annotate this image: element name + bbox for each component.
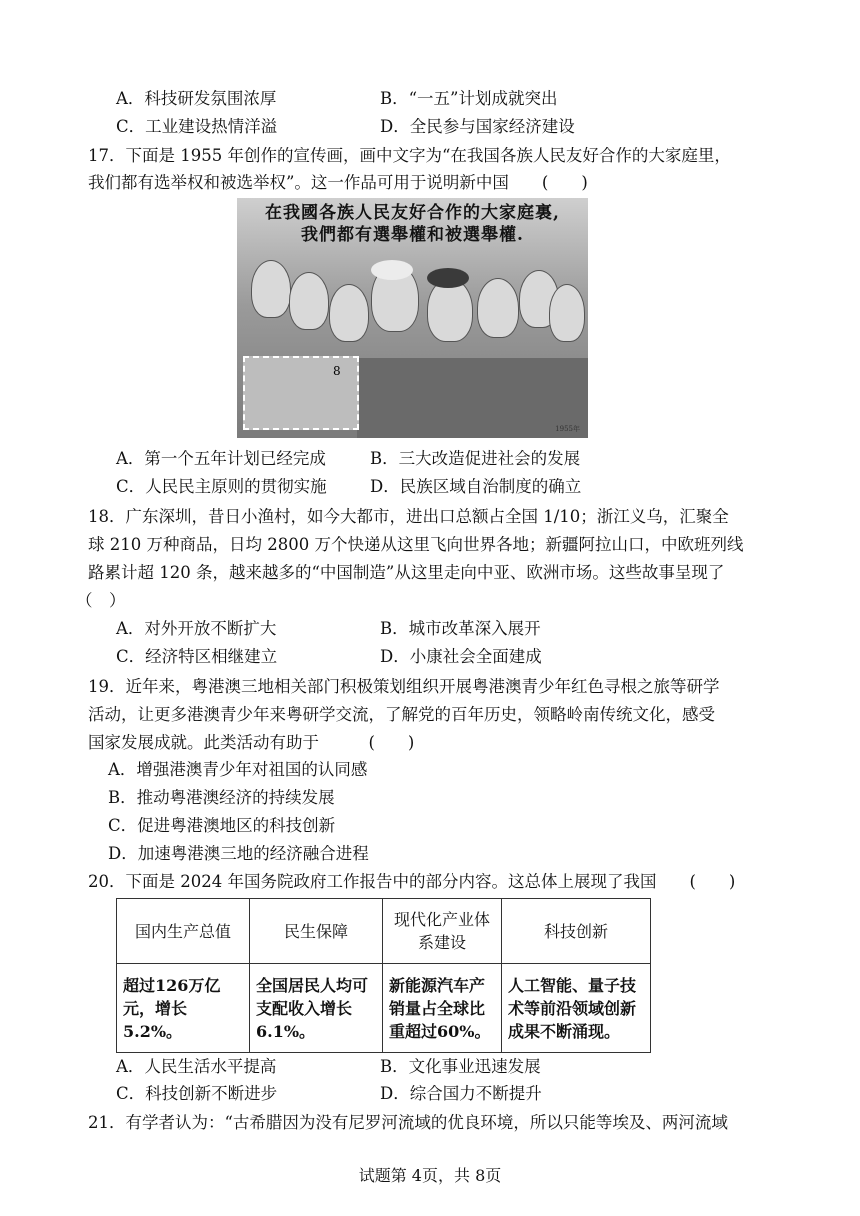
q17-stem-line2: 我们都有选举权和被选举权”。这一作品可用于说明新中国 ( ) — [88, 173, 588, 192]
poster-figure — [549, 284, 585, 342]
table-cell: 全国居民人均可支配收入增长6.1%。 — [250, 964, 383, 1053]
table-header-cell: 民生保障 — [250, 899, 383, 964]
q17-options-row1 — [116, 448, 581, 470]
q18-stem-line4: （ ） — [76, 591, 126, 610]
poster-caption-line2: 我們都有選舉權和被選舉權. — [301, 225, 524, 245]
q17-option-c[interactable]: C．人民民主原则的贯彻实施 — [116, 477, 327, 496]
table-header-row — [117, 899, 651, 964]
q20-options-row2 — [116, 1083, 542, 1105]
poster-crowd — [357, 358, 588, 438]
propaganda-poster-image — [237, 198, 588, 438]
q16-options-row2 — [116, 116, 575, 138]
q18-stem-line3: 路累计超 120 条，越来越多的“中国制造”从这里走向中亚、欧洲市场。这些故事呈现了 — [88, 563, 725, 582]
q20-option-a[interactable]: A．人民生活水平提高 — [116, 1057, 277, 1076]
q19-stem-line2: 活动，让更多港澳青少年来粤研学交流，了解党的百年历史，领略岭南传统文化，感受 — [88, 705, 715, 724]
stamp-value: 8 — [333, 364, 341, 378]
q19-stem-line3: 国家发展成就。此类活动有助于 ( ) — [88, 733, 415, 752]
q18-option-b[interactable]: B．城市改革深入展开 — [380, 619, 541, 638]
q19-stem-line1: 19．近年来，粤港澳三地相关部门积极策划组织开展粤港澳青少年红色寻根之旅等研学 — [88, 677, 720, 696]
q17-stem-line1: 17．下面是 1955 年创作的宣传画，画中文字为“在我国各族人民友好合作的大家庭里， — [88, 146, 731, 165]
table-header-cell: 现代化产业体系建设 — [383, 899, 502, 964]
q19-option-d[interactable]: D．加速粤港澳三地的经济融合进程 — [108, 844, 369, 863]
q18-option-c[interactable]: C．经济特区相继建立 — [116, 647, 278, 666]
table-cell: 新能源汽车产销量占全球比重超过60%。 — [383, 964, 502, 1053]
table-header-cell: 科技创新 — [502, 899, 651, 964]
poster-caption — [237, 202, 588, 246]
q19-option-b[interactable]: B．推动粤港澳经济的持续发展 — [108, 788, 335, 807]
poster-figure — [477, 278, 519, 338]
q19-option-c[interactable]: C．促进粤港澳地区的科技创新 — [108, 816, 336, 835]
poster-figure — [251, 260, 291, 318]
page-footer: 试题第 4页，共 8页 — [358, 1166, 502, 1185]
q20-option-d[interactable]: D．综合国力不断提升 — [380, 1084, 542, 1103]
q17-option-a[interactable]: A．第一个五年计划已经完成 — [116, 449, 326, 468]
poster-cap — [371, 260, 413, 280]
q18-options-row1 — [116, 618, 541, 640]
q18-stem-line1: 18．广东深圳，昔日小渔村，如今大都市，进出口总额占全国 1/10；浙江义乌，汇聚全 — [88, 507, 729, 526]
poster-caption-line1: 在我國各族人民友好合作的大家庭裏, — [265, 203, 560, 223]
q21-stem-line1: 21．有学者认为：“古希腊因为没有尼罗河流域的优良环境，所以只能等埃及、两河流域 — [88, 1113, 728, 1132]
poster-figure — [289, 272, 329, 330]
q16-option-b[interactable]: B．“一五”计划成就突出 — [380, 89, 558, 108]
q16-option-d[interactable]: D．全民参与国家经济建设 — [380, 117, 575, 136]
poster-credit: 1955年 — [555, 425, 580, 433]
q17-options-row2 — [116, 476, 582, 498]
q20-options-row1 — [116, 1056, 541, 1078]
q16-options-row1 — [116, 88, 558, 110]
poster-stamp — [243, 356, 359, 430]
gov-report-table — [116, 898, 651, 1053]
q16-option-c[interactable]: C．工业建设热情洋溢 — [116, 117, 278, 136]
q20-option-b[interactable]: B．文化事业迅速发展 — [380, 1057, 541, 1076]
q18-options-row2 — [116, 646, 542, 668]
q20-stem-line1: 20．下面是 2024 年国务院政府工作报告中的部分内容。这总体上展现了我国 ( ) — [88, 872, 736, 891]
q17-option-d[interactable]: D．民族区域自治制度的确立 — [370, 477, 582, 496]
table-row — [117, 964, 651, 1053]
poster-cap — [427, 268, 469, 288]
q18-option-a[interactable]: A．对外开放不断扩大 — [116, 619, 277, 638]
table-cell: 人工智能、量子技术等前沿领域创新成果不断涌现。 — [502, 964, 651, 1053]
q19-option-a[interactable]: A．增强港澳青少年对祖国的认同感 — [108, 760, 368, 779]
q20-option-c[interactable]: C．科技创新不断进步 — [116, 1084, 278, 1103]
poster-figure — [329, 284, 369, 342]
q18-stem-line2: 球 210 万种商品，日均 2800 万个快递从这里飞向世界各地；新疆阿拉山口，中欧班列线 — [88, 535, 744, 554]
q17-option-b[interactable]: B．三大改造促进社会的发展 — [370, 449, 581, 468]
table-header-cell: 国内生产总值 — [117, 899, 250, 964]
q16-option-a[interactable]: A．科技研发氛围浓厚 — [116, 89, 277, 108]
table-cell: 超过126万亿元，增长5.2%。 — [117, 964, 250, 1053]
q18-option-d[interactable]: D．小康社会全面建成 — [380, 647, 542, 666]
